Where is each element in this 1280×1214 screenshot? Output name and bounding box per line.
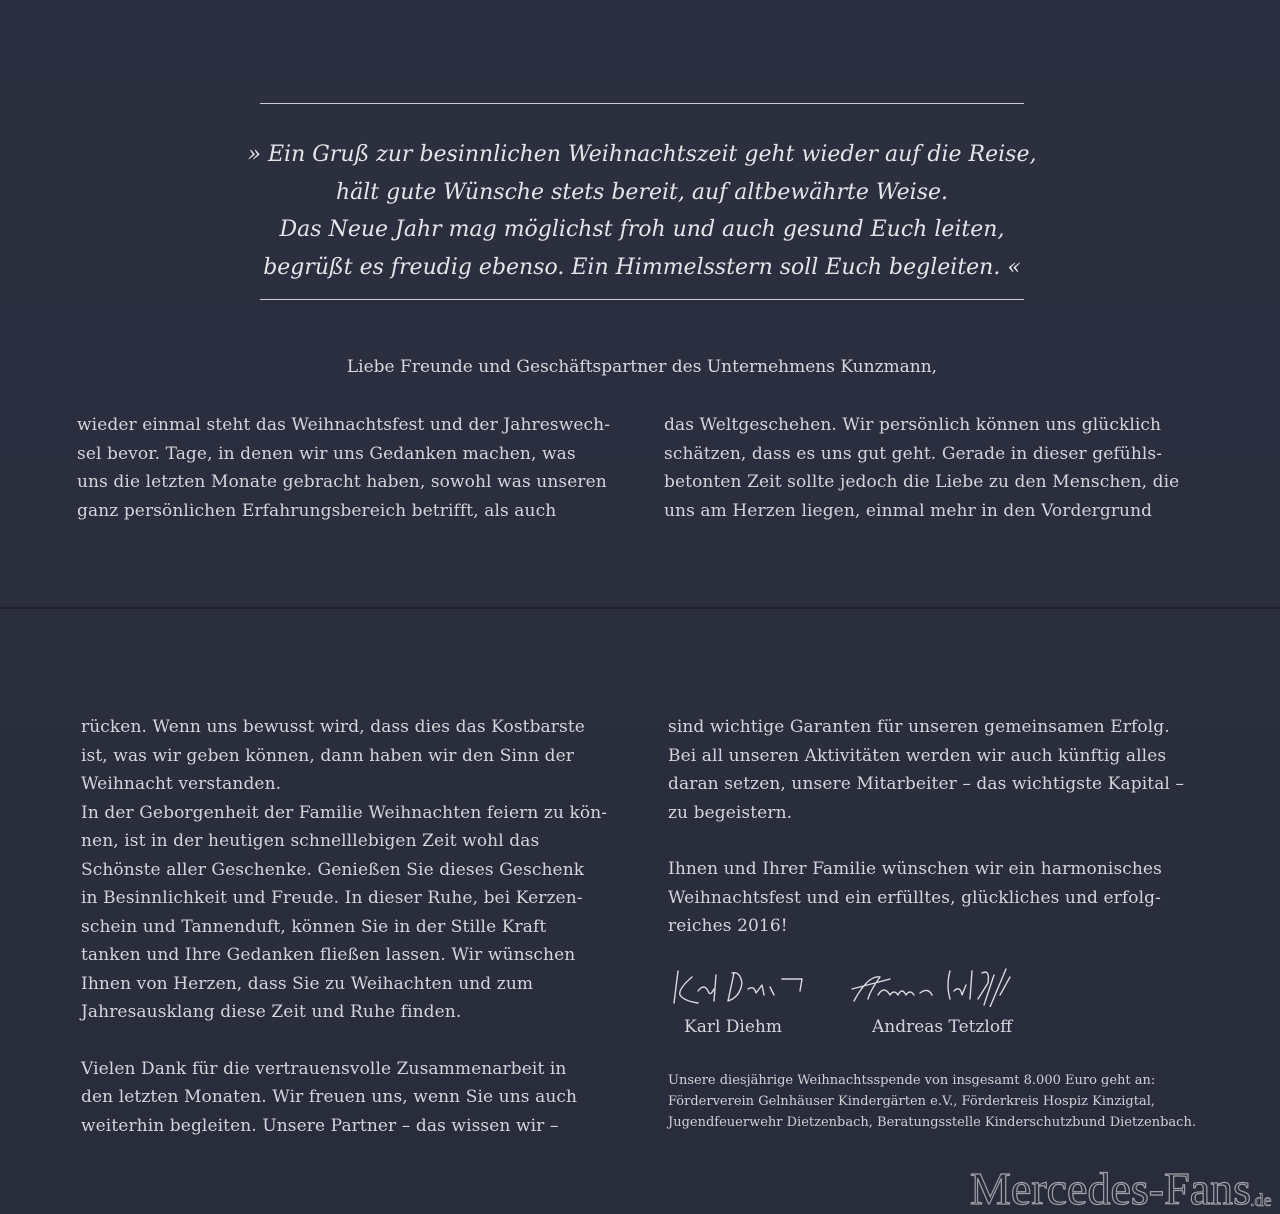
text-line: in Besinnlichkeit und Freude. In dieser Ruhe, bei Kerzen- bbox=[81, 888, 583, 908]
text-line: daran setzen, unsere Mitarbeiter – das wichtigste Kapital – bbox=[668, 774, 1185, 794]
text-column-top-left bbox=[77, 411, 610, 525]
paragraph-gap bbox=[668, 827, 1184, 855]
text-line: zu begeistern. bbox=[668, 802, 793, 823]
signatory-name-1: Karl Diehm bbox=[684, 1017, 782, 1037]
text-line: sind wichtige Garanten für unseren gemeinsamen Erfolg. bbox=[668, 717, 1170, 737]
text-line: reiches 2016! bbox=[668, 916, 788, 936]
text-line: Bei all unseren Aktivitäten werden wir auch künftig alles bbox=[668, 745, 1167, 766]
text-line: Ihnen von Herzen, dass Sie zu Weihachten und zum bbox=[81, 973, 534, 994]
text-line: den letzten Monaten. Wir freuen uns, wenn Sie uns auch bbox=[81, 1087, 578, 1107]
text-line: Weihnacht verstanden. bbox=[81, 774, 282, 794]
poem-block bbox=[200, 136, 1084, 286]
text-line: betonten Zeit sollte jedoch die Liebe zu den Menschen, die bbox=[664, 472, 1180, 492]
text-line: Jahresausklang diese Zeit und Ruhe finden. bbox=[81, 1002, 462, 1022]
poem-line: hält gute Wünsche stets bereit, auf altbewährte Weise. bbox=[335, 179, 949, 205]
salutation: Liebe Freunde und Geschäftspartner des Unternehmens Kunzmann, bbox=[346, 357, 938, 377]
text-line: In der Geborgenheit der Familie Weihnachten feiern zu kön- bbox=[81, 802, 608, 823]
poem-line: » Ein Gruß zur besinnlichen Weihnachtszeit geht wieder auf die Reise, bbox=[247, 142, 1037, 167]
signatory-name-2: Andreas Tetzloff bbox=[872, 1017, 1013, 1037]
text-line: schätzen, dass es uns gut geht. Gerade in dieser gefühls- bbox=[664, 443, 1163, 464]
text-line: Weihnachtsfest und ein erfülltes, glückliches und erfolg- bbox=[668, 887, 1161, 908]
andreas-tetzloff-signature bbox=[850, 965, 1025, 1007]
text-line: weiterhin begleiten. Unsere Partner – das wissen wir – bbox=[81, 1115, 559, 1136]
text-line: wieder einmal steht das Weihnachtsfest und der Jahreswech- bbox=[77, 415, 611, 435]
mercedes-fans-watermark bbox=[968, 1158, 1280, 1214]
watermark-main-text: Mercedes-Fans bbox=[970, 1163, 1252, 1214]
paragraph-gap bbox=[81, 1027, 607, 1055]
text-line: schein und Tannenduft, können Sie in der Stille Kraft bbox=[81, 916, 547, 937]
text-line: Schönste aller Geschenke. Genießen Sie dieses Geschenk bbox=[81, 859, 585, 880]
karl-diehm-signature bbox=[670, 965, 810, 1007]
donation-line: Unsere diesjährige Weihnachtsspende von insgesamt 8.000 Euro geht an: bbox=[668, 1073, 1156, 1088]
poem-line: begrüßt es freudig ebenso. Ein Himmelsstern soll Euch begleiten. « bbox=[263, 254, 1021, 280]
text-column-bottom-left bbox=[81, 713, 607, 1140]
text-line: uns am Herzen liegen, einmal mehr in den Vordergrund bbox=[664, 500, 1153, 521]
text-line: tanken und Ihre Gedanken fließen lassen. Wir wünschen bbox=[81, 945, 576, 965]
bottom-divider-rule bbox=[260, 299, 1024, 300]
text-column-bottom-right bbox=[668, 713, 1184, 941]
text-line: uns die letzten Monate gebracht haben, sowohl was unseren bbox=[77, 472, 607, 492]
text-line: rücken. Wenn uns bewusst wird, dass dies das Kostbarste bbox=[81, 717, 585, 737]
text-line: sel bevor. Tage, in denen wir uns Gedanken machen, was bbox=[77, 443, 576, 464]
donation-line: Förderverein Gelnhäuser Kindergärten e.V., Förderkreis Hospiz Kinzigtal, bbox=[668, 1094, 1155, 1109]
text-line: ist, was wir geben können, dann haben wir den Sinn der bbox=[81, 745, 574, 766]
poem-line: Das Neue Jahr mag möglichst froh und auch gesund Euch leiten, bbox=[279, 217, 1005, 242]
top-divider-rule bbox=[260, 103, 1024, 104]
text-line: ganz persönlichen Erfahrungsbereich betrifft, als auch bbox=[77, 500, 557, 521]
text-line: nen, ist in der heutigen schnelllebigen Zeit wohl das bbox=[81, 831, 540, 851]
text-line: Ihnen und Ihrer Familie wünschen wir ein harmonisches bbox=[668, 859, 1162, 879]
text-column-top-right bbox=[664, 411, 1179, 525]
watermark-suffix-text: .de bbox=[1250, 1190, 1272, 1210]
donation-line: Jugendfeuerwehr Dietzenbach, Beratungsstelle Kinderschutzbund Dietzenbach. bbox=[668, 1115, 1196, 1130]
text-line: das Weltgeschehen. Wir persönlich können uns glücklich bbox=[664, 415, 1162, 435]
donation-note bbox=[668, 1070, 1196, 1133]
card-fold-line bbox=[0, 607, 1280, 609]
text-line: Vielen Dank für die vertrauensvolle Zusammenarbeit in bbox=[81, 1058, 567, 1079]
